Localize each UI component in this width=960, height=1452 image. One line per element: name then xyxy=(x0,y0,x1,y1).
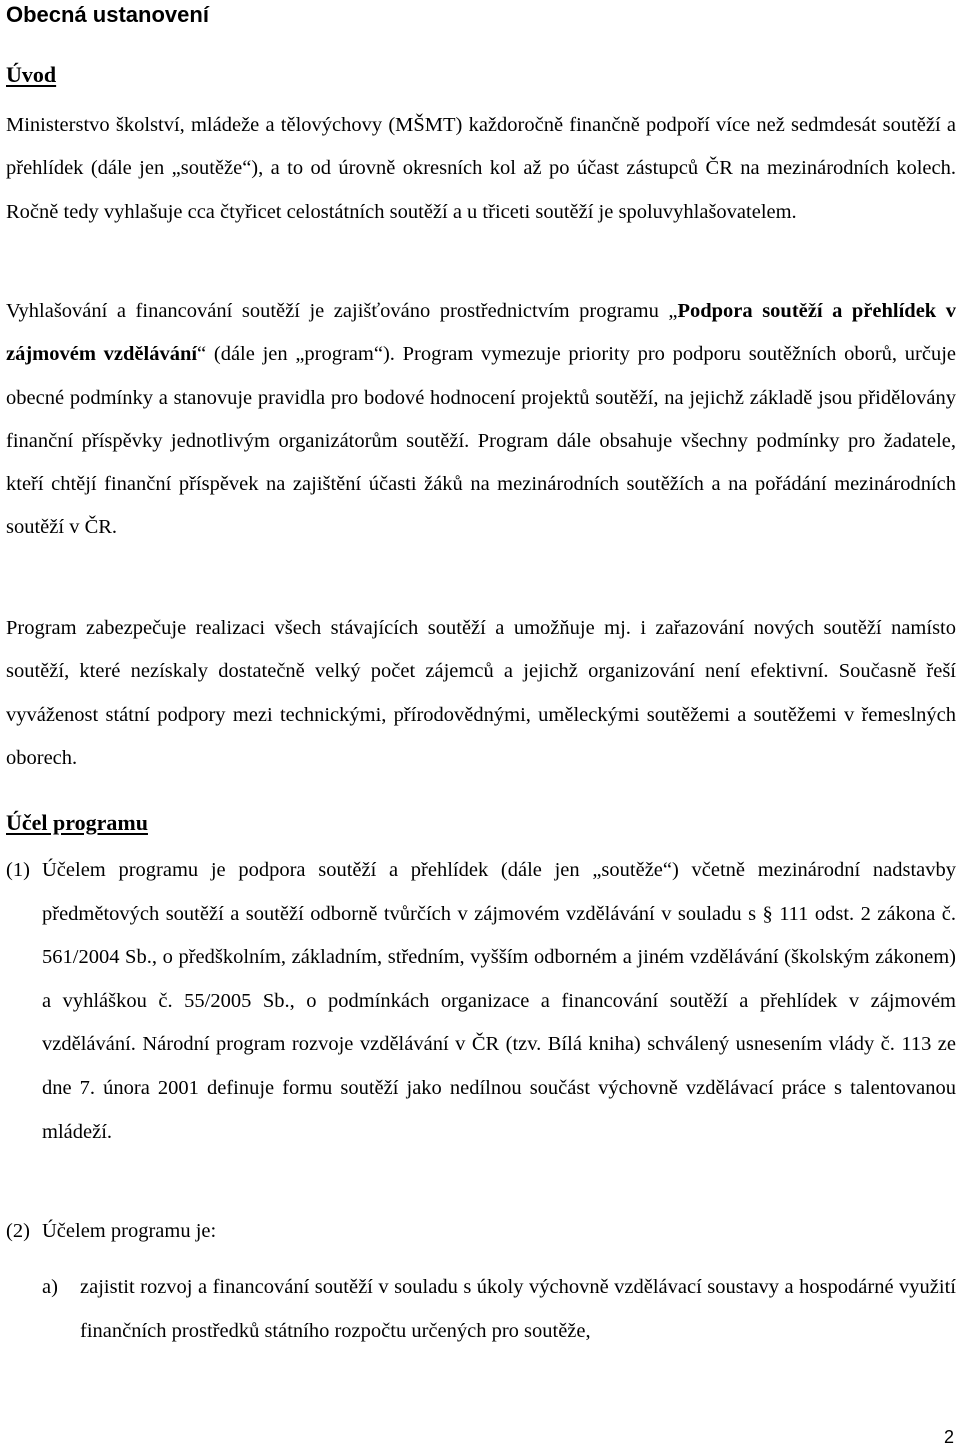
heading-uvod: Úvod xyxy=(6,62,57,87)
section-title: Obecná ustanovení xyxy=(6,2,209,27)
lettered-item-a xyxy=(42,1266,956,1353)
lettered-item-a-text: zajistit rozvoj a financování soutěží v souladu s úkoly výchovně vzdělávací soustavy a hospodárné využití finančních prostředků státního rozpočtu určených pro soutěže, xyxy=(80,1276,956,1342)
numbered-item-2-text: Účelem programu je: xyxy=(42,1220,217,1242)
page-number: 2 xyxy=(943,1427,954,1447)
paragraph-uvod-2-start: Vyhlašování a financování soutěží je zajišťováno prostřednictvím programu „ xyxy=(6,300,678,322)
paragraph-uvod-2-end: “ (dále jen „program“). Program vymezuje priority pro podporu soutěžních oborů, určuje obecné podmínky a stanovuje pravidla pro bodové hodnocení projektů soutěží, na jejichž základě jsou přidělovány finanční příspěvky jednotlivým organizátorům soutěží. Program dále obsahuje všechny podmínky pro žadatele, kteří chtějí finanční příspěvek na zajištění účasti žáků na mezinárodních soutěžích a na pořádání mezinárodních soutěží v ČR. xyxy=(6,343,956,539)
paragraph-uvod-2 xyxy=(6,290,956,550)
paragraph-uvod-3: Program zabezpečuje realizaci všech stávajících soutěží a umožňuje mj. i zařazování nových soutěží namísto soutěží, které nezískaly dostatečně velký počet zájemců a jejichž organizování není efektivní. Současně řeší vyváženost státní podpory mezi technickými, přírodovědnými, uměleckými soutěžemi a soutěžemi v řemeslných oborech. xyxy=(6,617,956,769)
lettered-item-a-label: a) xyxy=(42,1276,58,1298)
numbered-item-2 xyxy=(6,1210,956,1254)
numbered-item-2-label: (2) xyxy=(6,1220,30,1242)
heading-ucel-programu: Účel programu xyxy=(6,810,148,835)
paragraph-uvod-1: Ministerstvo školství, mládeže a tělovýchovy (MŠMT) každoročně finančně podpoří více než sedmdesát soutěží a přehlídek (dále jen „soutěže“), a to od úrovně okresních kol až po účast zástupců ČR na mezinárodních kolech. Ročně tedy vyhlašuje cca čtyřicet celostátních soutěží a u třiceti soutěží je spoluvyhlašovatelem. xyxy=(6,114,956,223)
numbered-item-1-text: Účelem programu je podpora soutěží a přehlídek (dále jen „soutěže“) včetně mezinárodní nadstavby předmětových soutěží a soutěží odborně tvůrčích v zájmovém vzdělávání v souladu s § 111 odst. 2 zákona č. 561/2004 Sb., o předškolním, základním, středním, vyšším odborném a jiném vzdělávání (školským zákonem) a vyhláškou č. 55/2005 Sb., o podmínkách organizace a financování soutěží a přehlídek v zájmovém vzdělávání. Národní program rozvoje vzdělávání v ČR (tzv. Bílá kniha) schválený usnesením vlády č. 113 ze dne 7. února 2001 definuje formu soutěží jako nedílnou součást výchovně vzdělávací práce s talentovanou mládeží. xyxy=(42,859,956,1143)
numbered-item-1 xyxy=(6,849,956,1154)
program-name-bold: Podpora soutěží a přehlídek v zájmovém vzdělávání xyxy=(6,300,956,366)
numbered-item-1-label: (1) xyxy=(6,859,30,881)
